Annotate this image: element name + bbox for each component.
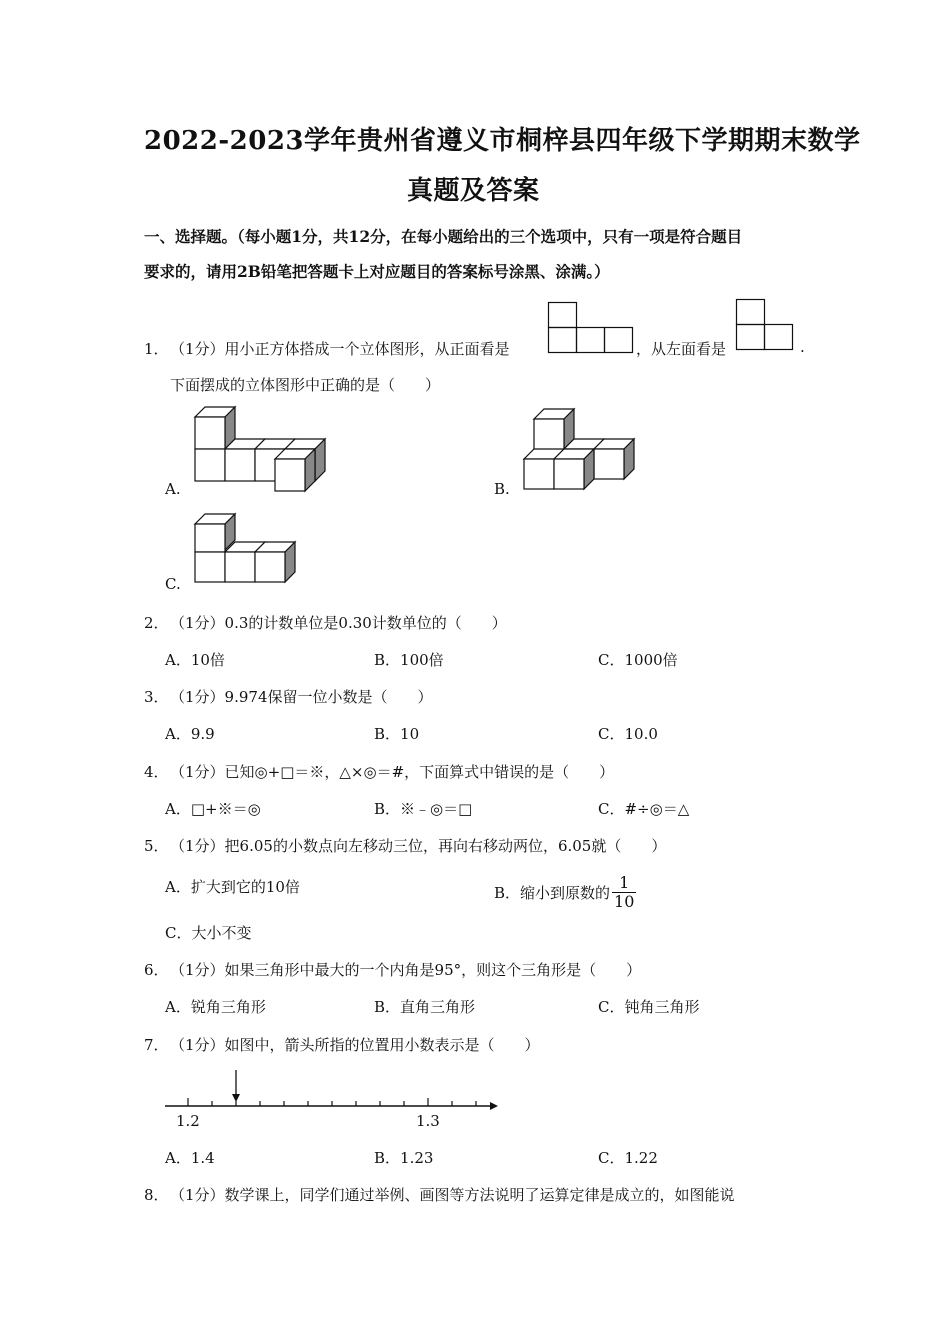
question-1-option-a: A. — [165, 480, 181, 498]
question-3-option-a: A．9.9 — [165, 725, 215, 743]
question-5-option-b — [494, 873, 636, 912]
number-line-end-label: 1.3 — [416, 1112, 440, 1130]
question-3-option-b: B．10 — [374, 725, 420, 743]
question-7-option-b: B．1.23 — [374, 1149, 434, 1167]
question-1-text-c: . — [800, 338, 805, 356]
question-3-option-c: C．10.0 — [598, 725, 658, 743]
question-6-text: （1分）如果三角形中最大的一个内角是95°，则这个三角形是（ ） — [170, 961, 642, 979]
question-7-text: （1分）如图中，箭头所指的位置用小数表示是（ ） — [170, 1036, 540, 1054]
question-5-text: （1分）把6.05的小数点向左移动三位，再向右移动两位，6.05就（ ） — [170, 837, 667, 855]
question-4-option-c: C．#÷◎＝△ — [598, 800, 690, 818]
front-view-figure — [548, 302, 636, 354]
question-4-option-b: B．※﹣◎＝□ — [374, 800, 473, 818]
option-b-figure — [520, 405, 640, 493]
section-heading-line2: 要求的，请用2B铅笔把答题卡上对应题目的答案标号涂黑、涂满。） — [144, 262, 610, 281]
question-1-text-b: ，从左面看是 — [636, 340, 727, 358]
fraction-denominator: 10 — [614, 891, 635, 911]
option-c-figure — [190, 510, 300, 588]
question-1-number: 1． — [144, 340, 169, 358]
fraction-one-tenth — [612, 874, 636, 910]
section-heading-line1: 一、选择题。（每小题1分，共12分，在每小题给出的三个选项中，只有一项是符合题目 — [144, 227, 743, 246]
question-6-number: 6． — [144, 961, 169, 979]
question-6-option-b: B．直角三角形 — [374, 998, 476, 1016]
question-3-number: 3． — [144, 688, 169, 706]
fraction-numerator: 1 — [612, 874, 636, 893]
left-view-figure — [736, 299, 796, 353]
question-2-number: 2． — [144, 614, 169, 632]
question-6-option-c: C．钝角三角形 — [598, 998, 700, 1016]
question-6-option-a: A．锐角三角形 — [165, 998, 266, 1016]
number-line — [160, 1066, 500, 1132]
question-2-option-c: C．1000倍 — [598, 651, 678, 669]
question-1-option-c: C. — [165, 575, 181, 593]
question-8-text: （1分）数学课上，同学们通过举例、画图等方法说明了运算定律是成立的，如图能说 — [170, 1186, 735, 1204]
question-7-option-a: A．1.4 — [165, 1149, 215, 1167]
question-1-text-line2: 下面摆成的立体图形中正确的是（ ） — [170, 376, 441, 394]
question-4-option-a: A．□+※＝◎ — [165, 800, 261, 818]
question-2-text: （1分）0.3的计数单位是0.30计数单位的（ ） — [170, 614, 507, 632]
question-5-option-c: C．大小不变 — [165, 924, 252, 942]
arrow-marker-icon — [232, 1070, 240, 1102]
question-2-option-b: B．100倍 — [374, 651, 444, 669]
question-7-number: 7． — [144, 1036, 169, 1054]
page-title-line2: 真题及答案 — [407, 176, 540, 206]
question-7-option-c: C．1.22 — [598, 1149, 658, 1167]
question-5-option-a: A．扩大到它的10倍 — [165, 878, 300, 896]
question-1-option-b: B. — [494, 480, 510, 498]
question-4-text: （1分）已知◎+□＝※，△×◎＝#，下面算式中错误的是（ ） — [170, 763, 615, 781]
number-line-start-label: 1.2 — [176, 1112, 200, 1130]
page-title-line1: 2022-2023学年贵州省遵义市桐梓县四年级下学期期末数学 — [144, 126, 861, 156]
question-8-number: 8． — [144, 1186, 169, 1204]
question-5-option-b-text: B．缩小到原数的 — [494, 884, 611, 903]
question-3-text: （1分）9.974保留一位小数是（ ） — [170, 688, 433, 706]
question-1-text-a: （1分）用小正方体搭成一个立体图形，从正面看是 — [170, 340, 510, 358]
question-4-number: 4． — [144, 763, 169, 781]
option-a-figure — [190, 405, 330, 493]
question-2-option-a: A．10倍 — [165, 651, 225, 669]
question-5-number: 5． — [144, 837, 169, 855]
